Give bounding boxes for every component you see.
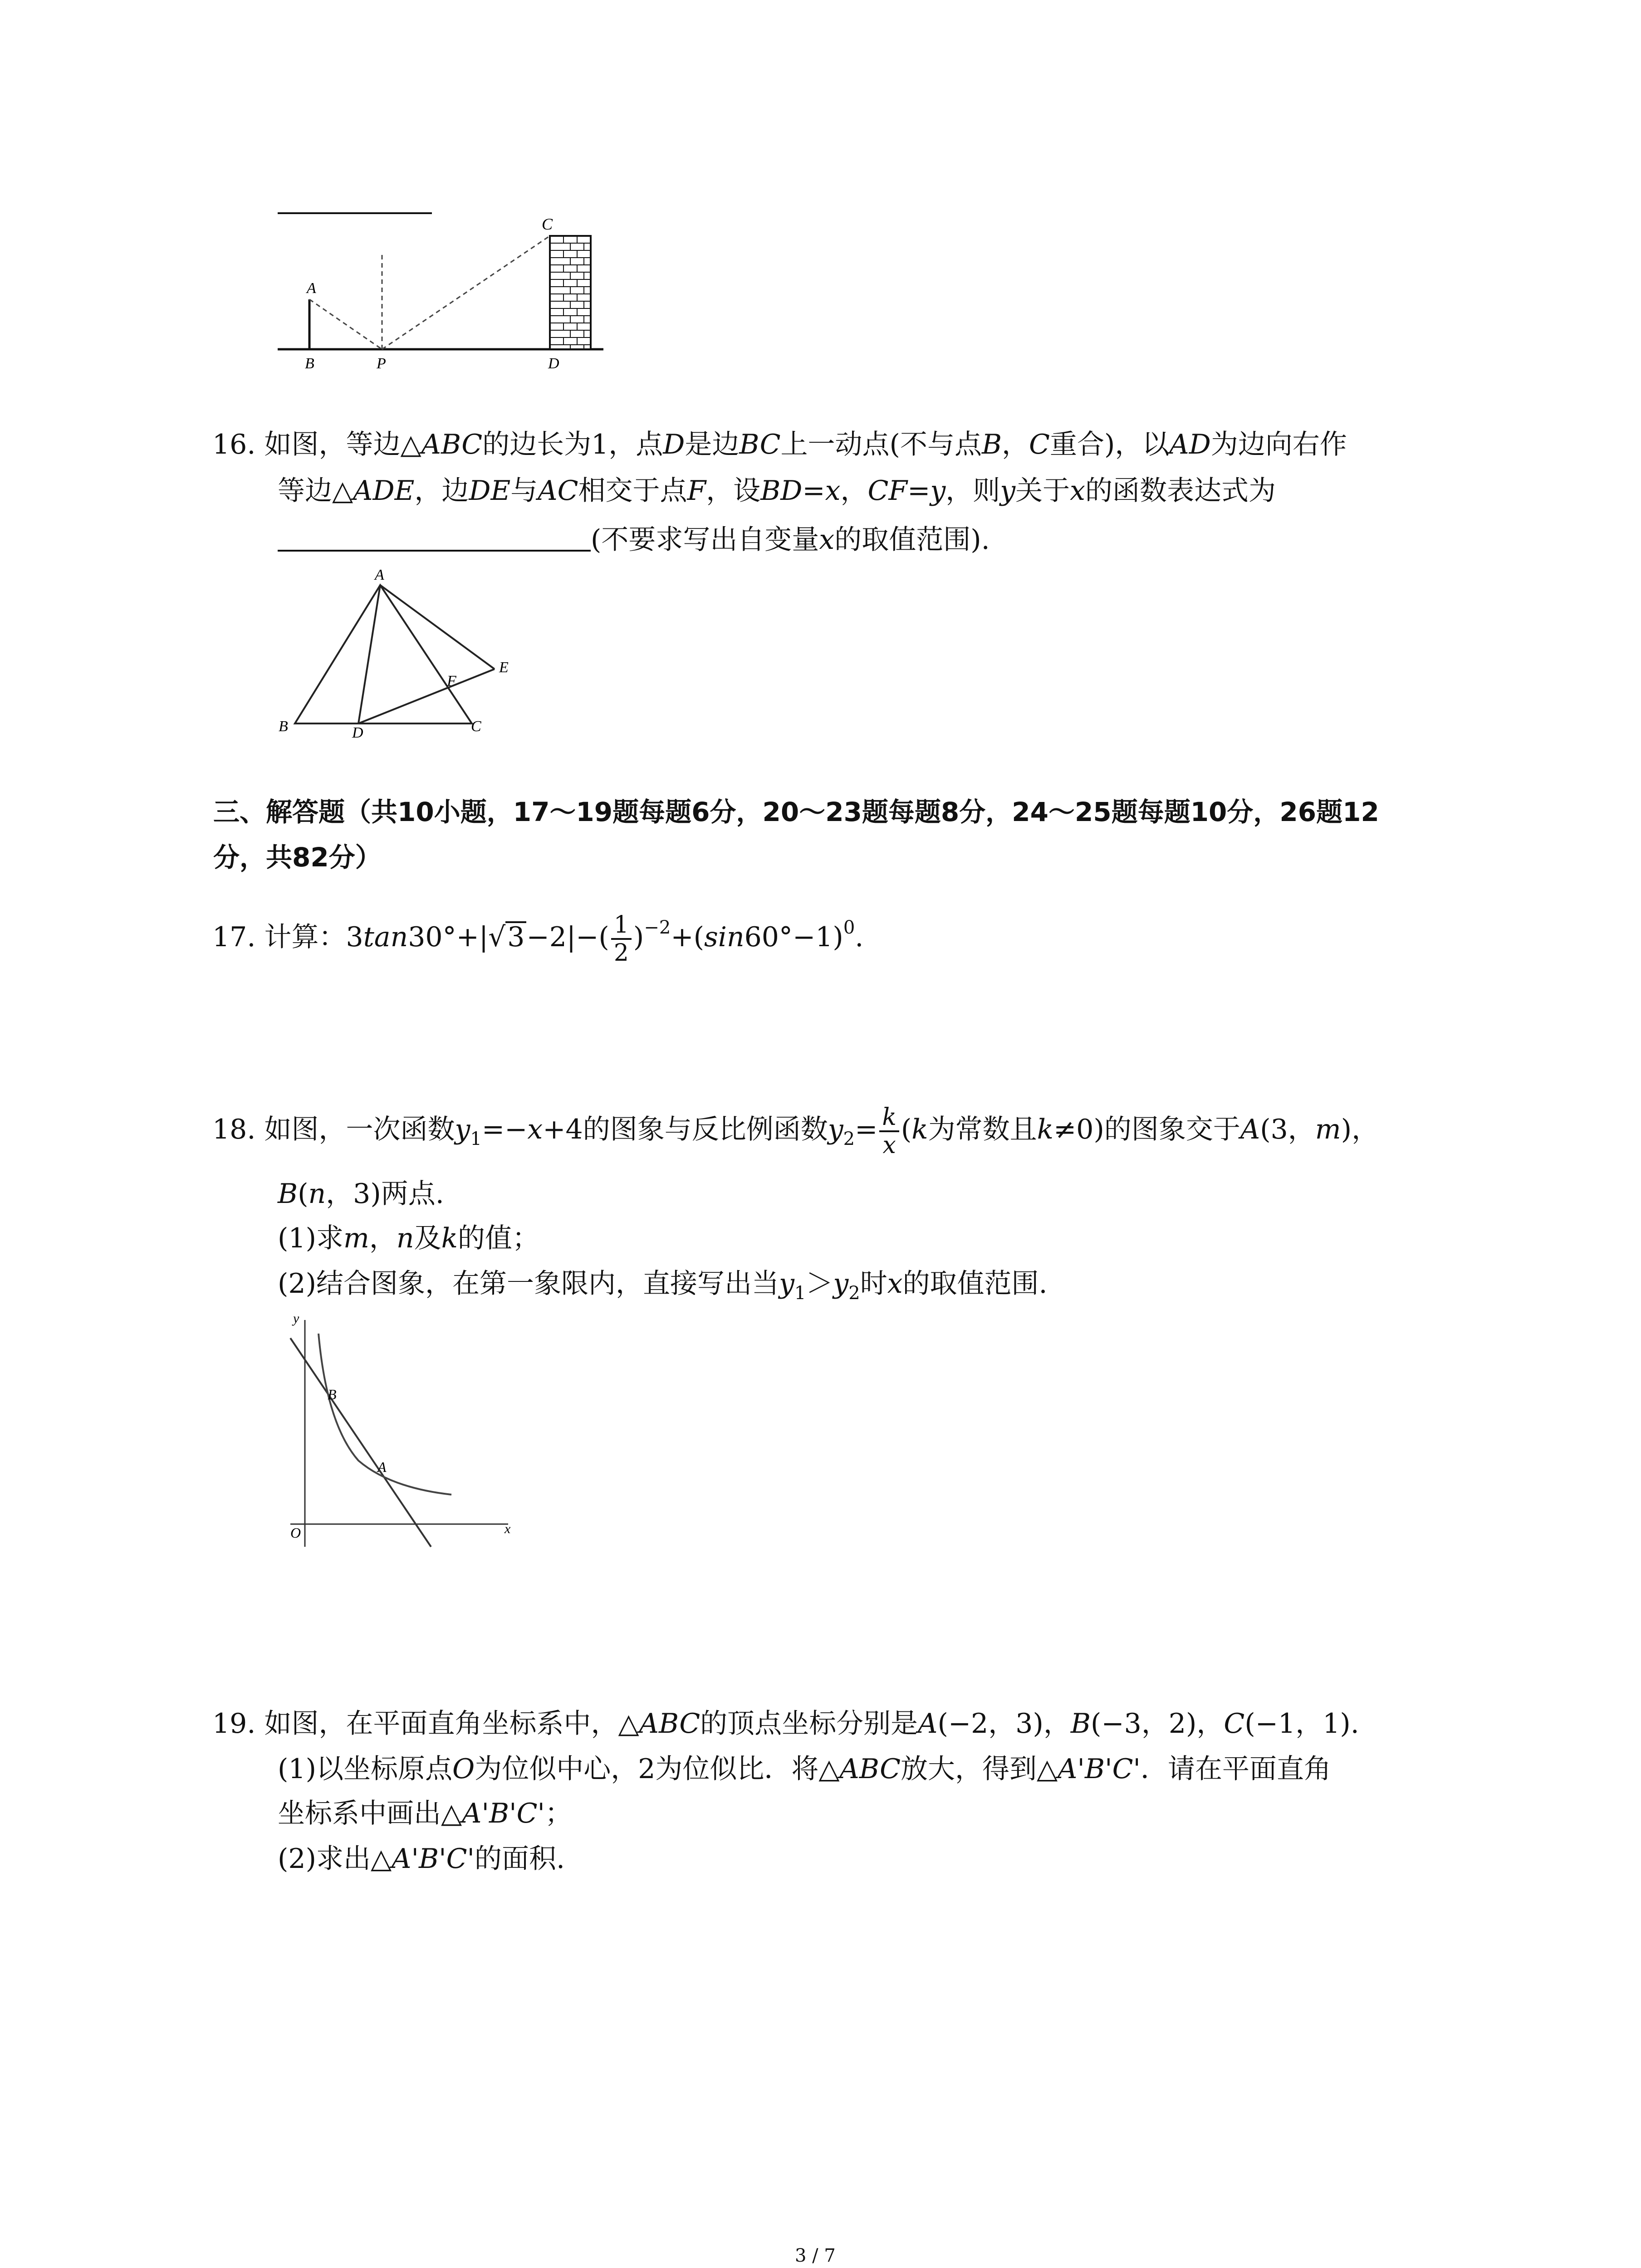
label-c: C	[542, 215, 553, 233]
q17-fraction: $\frac{1}{2}$	[611, 912, 632, 966]
segment-ad	[358, 585, 380, 723]
q18-line1: 18. 如图，一次函数$y_1=-x+4$的图象与反比例函数$y_2=$ $\frac{k}{x}$ (k为常数且k≠0)的图象交于A(3，m)，	[212, 1104, 1379, 1159]
label-e: E	[499, 659, 509, 676]
section-3-title-cont: 分，共82分）	[213, 842, 382, 873]
label-d: D	[548, 355, 559, 372]
brick-wall	[550, 236, 591, 349]
q18-part1: (1)求m，n及k的值；	[278, 1222, 539, 1254]
q18-line2: B(n，3)两点.	[278, 1178, 444, 1210]
q16-line1: 16. 如图，等边△ABC的边长为1，点D是边BC上一动点(不与点B，C重合)，以AD为边向右作	[212, 429, 1347, 460]
q16-line3: (不要求写出自变量x的取值范围).	[278, 522, 990, 558]
section-3-title: 三、解答题（共10小题，17～19题每题6分，20～23题每题8分，24～25题每题10分，26题12	[213, 797, 1379, 827]
label-y: y	[293, 1311, 299, 1326]
page-number: 3 / 7	[795, 2245, 836, 2266]
q19-part1: (1)以坐标原点O为位似中心，2为位似比．将△ABC放大，得到△A'B'C'．请在平面直角	[278, 1753, 1331, 1785]
segment-de	[358, 669, 495, 723]
dashed-pc	[382, 236, 550, 349]
label-b: B	[279, 718, 288, 735]
q19-line1: 19. 如图，在平面直角坐标系中，△ABC的顶点坐标分别是A(−2，3)，B(−3，2)，C(−1，1).	[212, 1708, 1359, 1740]
triangle-abc	[295, 585, 472, 723]
label-b: B	[328, 1386, 337, 1403]
q15-figure	[268, 213, 612, 381]
dashed-ap	[309, 299, 382, 349]
q16-number: 16.	[212, 429, 256, 460]
label-f: F	[447, 673, 456, 689]
label-x: x	[505, 1521, 511, 1536]
q18-number: 18.	[212, 1114, 256, 1145]
label-a: A	[377, 1459, 387, 1475]
sqrt-symbol: √	[488, 921, 506, 953]
segment-ae	[380, 585, 495, 669]
q16-figure	[272, 567, 526, 739]
q17-number: 17.	[212, 921, 256, 953]
q18-figure	[272, 1311, 526, 1556]
label-a: A	[375, 567, 384, 583]
q17-line: 17. 计算：3tan30°+|√3−2|−( $\frac{1}{2}$ )$^{-2}+(\sin 60^\circ-1)^0$.	[212, 911, 864, 967]
q18-fraction: $\frac{k}{x}$	[879, 1104, 899, 1158]
q16-line2: 等边△ADE，边DE与AC相交于点F，设BD=x，CF=y，则y关于x的函数表达式为	[278, 475, 1276, 507]
q19-part2: (2)求出△A'B'C'的面积.	[278, 1843, 565, 1875]
label-a: A	[307, 280, 316, 297]
label-b: B	[305, 355, 314, 372]
label-c: C	[471, 718, 481, 735]
label-p: P	[377, 355, 386, 372]
label-o: O	[290, 1525, 301, 1541]
line-y1	[290, 1338, 431, 1547]
q19-part1-cont: 坐标系中画出△A'B'C'；	[278, 1798, 573, 1829]
q19-number: 19.	[212, 1708, 256, 1740]
q18-part2: (2)结合图象，在第一象限内，直接写出当$y_1>y_2$时x的取值范围.	[278, 1268, 1048, 1304]
q16-answer-blank[interactable]	[278, 524, 591, 552]
label-d: D	[352, 724, 363, 739]
